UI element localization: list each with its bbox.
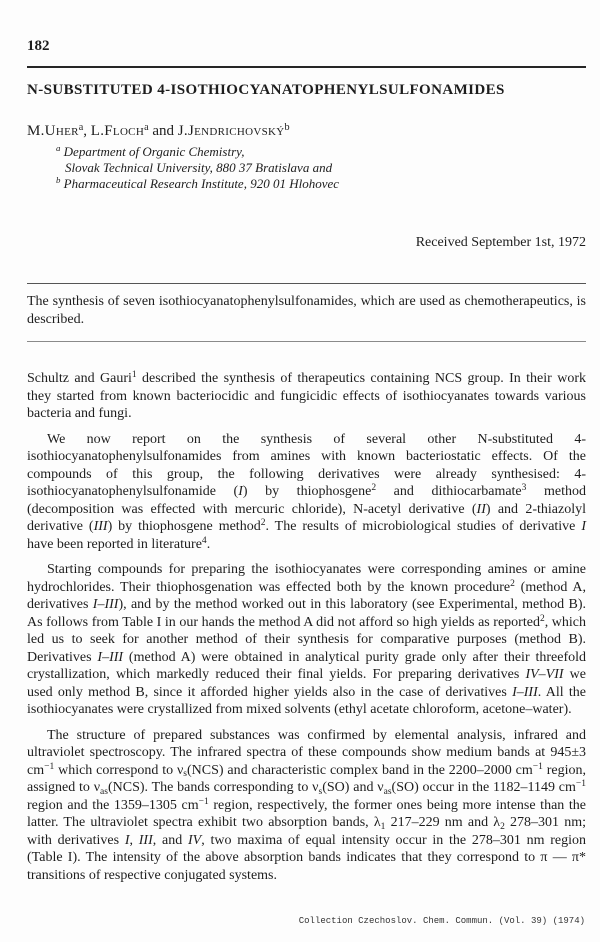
small-caps-name: J.Jendrichovský [177,123,285,139]
italic-text: I–III [97,649,124,665]
italic-text: I [238,484,243,499]
subscript: as [383,786,392,797]
text-run: described the synthesis of therapeutics containing NCS group. In their work they started from known bacteriocidic and fungicidic effects of isothiocyanates towards various bacteria and fungi. [27,371,586,421]
text-run: ) by thiophosgene method [107,519,261,534]
text-run: 278–301 nm; with derivatives [27,815,586,848]
affiliations [56,144,339,192]
italic-text: IV–VII [525,667,564,682]
superscript: 4 [201,535,207,546]
superscript: −1 [575,779,587,790]
text-run: ) and 2-thiazolyl derivative ( [27,501,586,534]
superscript: 1 [131,370,137,381]
text-run: (NCS). The bands corresponding to ν [107,780,319,795]
text-run: Department of Organic Chemistry, [60,143,245,159]
text-run: region and the 1359–1305 cm [27,797,199,813]
affiliation-line [56,144,339,160]
article-title: N-SUBSTITUTED 4-ISOTHIOCYANATOPHENYLSULFONAMIDES [27,82,505,98]
superscript: b [284,122,290,134]
text-run: , [129,832,139,848]
text-run: method (decomposition was effected with mercuric chloride), N-acetyl derivative ( [27,484,586,517]
text-run: region, respectively, the former ones being more intense than the latter. The ultraviolet spectra exhibit two absorption bands, λ [27,797,587,830]
abstract: The synthesis of seven isothiocyanatophenylsulfonamides, which are used as chemotherapeutics, is described. [27,294,586,327]
subscript: 1 [380,821,386,832]
text-run: Slovak Technical University, 880 37 Bratislava and [65,159,333,175]
abstract-top-rule [27,283,586,284]
superscript: a [78,122,84,134]
text-run: ) by thiophosgene [242,484,372,499]
footer-citation: Collection Czechoslov. Chem. Commun. (Vol. 39) (1974) [298,916,585,926]
abstract-bottom-rule [27,341,586,342]
superscript: 2 [539,613,545,624]
text-run: Starting compounds for preparing the isothiocyanates were corresponding amines or amine hydrochlorides. Their thiophosgenation was effected both by the known procedure [27,562,586,595]
superscript: 2 [510,578,515,589]
italic-text: I–III [92,597,119,612]
text-run: (method A) were obtained in analytical purity grade only after their threefold crystallization, which markedly reduced their final yields. For preparing derivatives [27,649,587,682]
italic-text: III [138,832,153,848]
italic-text: I [124,832,130,848]
author-list [27,122,290,140]
italic-text: II [476,501,486,517]
text-run: and dithiocarbamate [376,484,522,499]
text-run: (SO) occur in the 1182–1149 cm [391,780,576,795]
italic-text: III [93,519,108,534]
text-run: , two maxima of equal intensity occur in the 278–301 nm region (Table I). The intensity of the above absorption bands indicates that they correspond to π — π* transitions of respective conjugated systems. [27,832,587,883]
header-rule [27,66,586,68]
body-paragraph [27,370,586,423]
text-run: (SO) and ν [322,780,384,795]
text-run: . [206,536,211,552]
received-date: Received September 1st, 1972 [415,235,586,250]
subscript: s [318,786,323,797]
superscript: 2 [260,518,266,529]
italic-text: I–III [512,684,538,700]
text-run: ), and by the method worked out in this laboratory (see Experimental, method B). As follows from Table I in our hands the method A did not afford so high yields as reported [27,597,586,630]
text-run: , which led us to seek for another method of their synthesis for comparative purposes (method B). Derivatives [27,614,586,665]
text-run: Pharmaceutical Research Institute, 920 01 Hlohovec [60,175,340,191]
superscript: −1 [532,761,543,772]
body-paragraph [27,431,586,554]
text-run: have been reported in literature [27,536,202,552]
subscript: s [183,769,187,780]
text-run: Schultz and Gauri [27,371,132,386]
text-run: . All the isothiocyanates were crystallized from mixed solvents (ethyl acetate chloroform, acetone–water). [27,684,586,717]
superscript: a [144,122,149,134]
text-run: 217–229 nm and λ [385,815,501,830]
text-run: The structure of prepared substances was confirmed by elemental analysis, infrared and ultraviolet spectroscopy. The infrared spectra of these compounds show medium bands at 945±3 cm [27,727,586,778]
text-run: which correspond to ν [54,762,184,778]
italic-text: I [581,519,587,534]
page-number: 182 [27,38,50,54]
subscript: as [100,786,108,797]
affiliation-line [56,160,339,176]
text-run: region, assigned to ν [27,762,587,795]
superscript: a [56,143,61,154]
superscript: −1 [44,761,55,772]
superscript: 3 [521,483,527,494]
text-run: we used only method B, since it afforded higher yields also in the case of derivatives [27,667,587,700]
body-paragraph [27,727,586,885]
text-run: . The results of microbiological studies of derivative [265,519,582,534]
small-caps-name: L.Floch [90,123,145,139]
body-paragraph [27,561,586,719]
affiliation-line [56,176,339,192]
text-run: We now report on the synthesis of several other N-substituted 4-isothiocyanatophenylsulfonamides from amines with known bacteriostatic effects. Of the compounds of this group, the following derivatives were already synthesised: 4-isothiocyanatophenylsulfonamide ( [27,431,586,499]
article-body [27,370,586,884]
superscript: b [56,175,61,186]
text-run: and [148,123,178,139]
text-run: , [83,123,91,139]
small-caps-name: M.Uher [27,123,79,139]
italic-text: IV [187,832,202,848]
superscript: 2 [371,483,377,494]
subscript: 2 [500,821,505,832]
text-run: (method A, derivatives [27,579,586,612]
superscript: −1 [198,796,209,807]
text-run: (NCS) and characteristic complex band in the 2200–2000 cm [187,762,533,778]
text-run: , and [152,832,188,848]
